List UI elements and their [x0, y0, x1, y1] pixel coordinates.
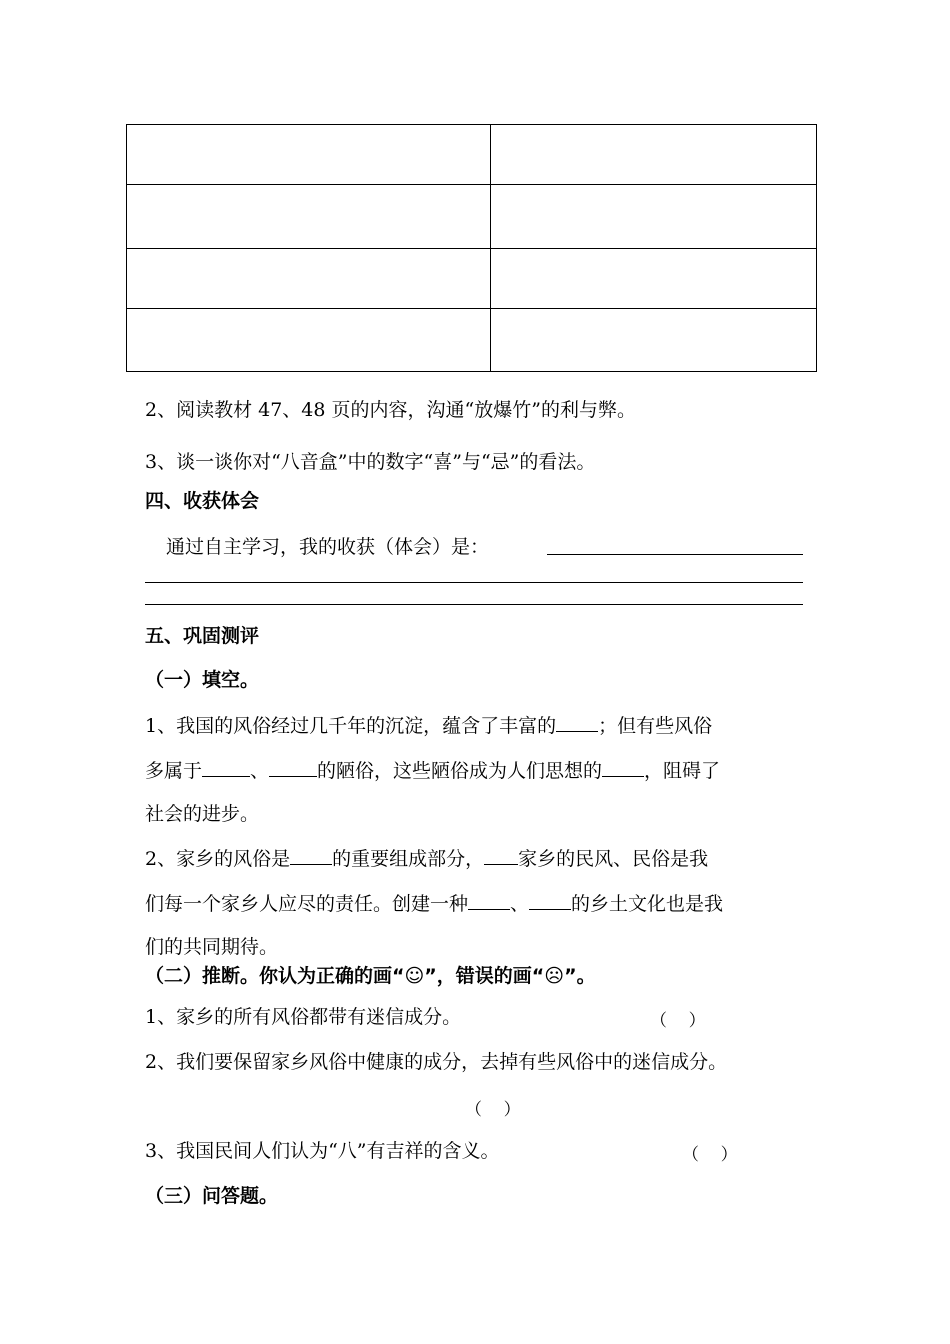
answer-line[interactable]	[145, 582, 803, 583]
judge-question-1: 1、家乡的所有风俗都带有迷信成分。	[145, 1006, 462, 1028]
fill-question-1-line-1	[145, 713, 712, 738]
fill-question-1-line-2	[145, 758, 720, 783]
fill-text: 的陋俗，这些陋俗成为人们思想的	[317, 760, 603, 782]
subsection-judge-title: （二）推断。你认为正确的画“☺”，错误的画“☹”。	[145, 965, 596, 987]
fill-text: ；但有些风俗	[598, 715, 713, 737]
section-title-assessment: 五、巩固测评	[145, 625, 260, 647]
section-title-harvest: 四、收获体会	[145, 490, 260, 512]
judge-question-2: 2、我们要保留家乡风俗中健康的成分，去掉有些风俗中的迷信成分。	[145, 1051, 728, 1073]
fill-text: 家乡的民风、民俗是我	[518, 848, 709, 870]
fill-question-2-line-1	[145, 846, 708, 871]
fill-question-2-line-3: 们的共同期待。	[145, 936, 279, 958]
judge-answer-box[interactable]: （ ）	[465, 1100, 521, 1120]
table-cell[interactable]	[127, 125, 491, 185]
fill-blank[interactable]	[202, 758, 250, 777]
question-music-box: 3、谈一谈你对“八音盒”中的数字“喜”与“忌”的看法。	[145, 451, 596, 473]
fill-question-2-line-2	[145, 891, 723, 916]
fill-blank[interactable]	[556, 713, 598, 732]
subsection-qa-title: （三）问答题。	[145, 1185, 279, 1207]
fill-question-1-line-3: 社会的进步。	[145, 803, 260, 825]
fill-text: 、	[510, 893, 530, 915]
fill-text: 的乡土文化也是我	[571, 893, 724, 915]
fill-text: 2、家乡的风俗是	[145, 848, 291, 870]
fill-blank[interactable]	[484, 846, 518, 865]
harvest-prompt: 通过自主学习，我的收获（体会）是：	[166, 536, 490, 558]
table-cell[interactable]	[127, 185, 491, 249]
table-cell[interactable]	[127, 249, 491, 309]
fill-blank[interactable]	[529, 891, 571, 910]
fill-blank[interactable]	[269, 758, 317, 777]
answer-line[interactable]	[145, 604, 803, 605]
table-cell[interactable]	[491, 249, 817, 309]
fill-text: 1、我国的风俗经过几千年的沉淀，蕴含了丰富的	[145, 715, 557, 737]
table-row	[127, 249, 817, 309]
table-row	[127, 309, 817, 372]
subsection-fill-title: （一）填空。	[145, 669, 260, 691]
judge-answer-box[interactable]: （ ）	[650, 1011, 706, 1031]
table-cell[interactable]	[491, 185, 817, 249]
fill-text: 的重要组成部分，	[332, 848, 485, 870]
answer-line[interactable]	[547, 554, 803, 555]
fill-blank[interactable]	[290, 846, 332, 865]
fill-blank[interactable]	[602, 758, 644, 777]
table-cell[interactable]	[491, 125, 817, 185]
judge-answer-box[interactable]: （ ）	[682, 1145, 738, 1165]
question-firecracker: 2、阅读教材 47、48 页的内容，沟通“放爆竹”的利与弊。	[145, 399, 636, 421]
table-row	[127, 125, 817, 185]
table-row	[127, 185, 817, 249]
fill-blank[interactable]	[468, 891, 510, 910]
fill-text: 们每一个家乡人应尽的责任。创建一种	[145, 893, 469, 915]
fill-text: 、	[250, 760, 270, 782]
fill-text: ，阻碍了	[644, 760, 721, 782]
answer-table	[126, 124, 817, 372]
table-cell[interactable]	[127, 309, 491, 372]
fill-text: 多属于	[145, 760, 203, 782]
judge-question-3: 3、我国民间人们认为“八”有吉祥的含义。	[145, 1140, 500, 1162]
table-cell[interactable]	[491, 309, 817, 372]
